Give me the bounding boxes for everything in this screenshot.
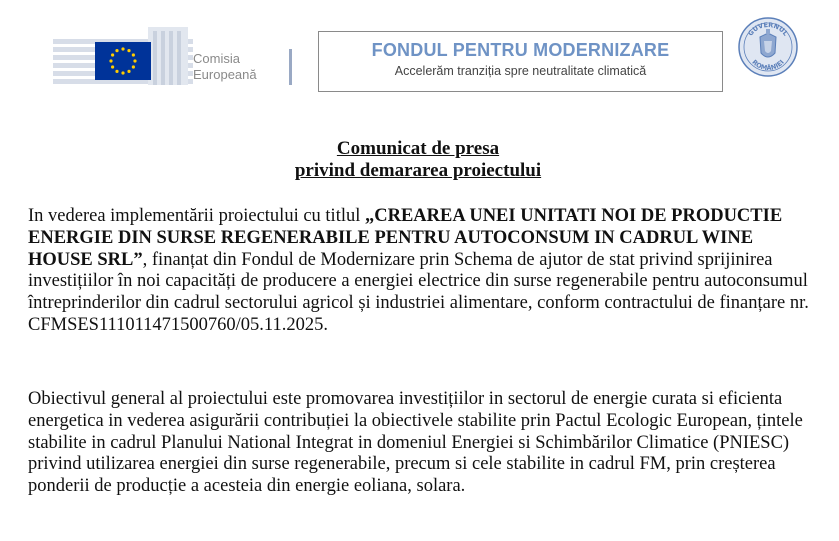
funding-details: , finanțat din Fondul de Modernizare prin Schema de ajutor de stat privind sprijinirea investițiilor în noi capacități de producere a energiei electrice din surse regenerabile pentru autoconsumul întreprinderilor din cadrul sectorului agricol și industriei alimentare, conform contractului de finanțare nr. CFMSES111011471500760/05.11.2025. bbox=[28, 249, 809, 335]
ec-logo-text bbox=[193, 51, 257, 83]
project-title: „CREAREA UNEI UNITATI NOI DE PRODUCTIE ENERGIE DIN SURSE REGENERABILE PENTRU AUTOCONSUM IN CADRUL WINE HOUSE SRL” bbox=[28, 206, 783, 270]
eu-star-icon bbox=[133, 59, 136, 62]
ec-logo-line2: Europeană bbox=[193, 67, 257, 82]
eu-star-icon bbox=[111, 65, 114, 68]
eu-flag-icon bbox=[53, 25, 193, 87]
eu-star-icon bbox=[109, 59, 112, 62]
ec-logo-line1: Comisia bbox=[193, 51, 240, 66]
ec-logo-divider bbox=[289, 49, 292, 85]
eu-star-icon bbox=[121, 71, 124, 74]
fund-subtitle: Accelerăm tranziția spre neutralitate climatică bbox=[394, 64, 647, 78]
eu-star-icon bbox=[132, 53, 135, 56]
eu-star-icon bbox=[121, 47, 124, 50]
modernisation-fund-banner bbox=[318, 31, 723, 92]
eu-star-icon bbox=[111, 53, 114, 56]
european-commission-logo bbox=[53, 25, 298, 87]
page-title: Comunicat de presa bbox=[336, 138, 500, 159]
eu-star-icon bbox=[115, 49, 118, 52]
press-release-heading bbox=[0, 138, 836, 182]
seal-bottom-text: ROMÂNIEI bbox=[750, 58, 786, 73]
eu-star-icon bbox=[132, 65, 135, 68]
page-header bbox=[0, 0, 839, 110]
romanian-government-seal-icon bbox=[738, 17, 798, 77]
paragraph-project-intro bbox=[28, 206, 818, 337]
page-subtitle: privind demararea proiectului bbox=[294, 160, 542, 181]
eu-star-icon bbox=[115, 70, 118, 73]
eu-star-icon bbox=[127, 70, 130, 73]
fund-title: FONDUL PENTRU MODERNIZARE bbox=[371, 40, 670, 60]
seal-top-text: GUVERNUL bbox=[746, 20, 790, 38]
paragraph-general-objective: Obiectivul general al proiectului este promovarea investițiilor in sectorul de energie curata si eficienta energetica in vederea asigurării contribuției la obiectivele stabilite prin Pactul Ecologic European, țintele stabilite in cadrul Planului National Integrat in domeniul Energiei si Schimbărilor Climatice (PNIESC) privind utilizarea energiei din surse regenerabile, precum si cele stabilite in cadrul FM, prin creșterea ponderii de producție a acesteia din energie eoliana, solara. bbox=[28, 389, 803, 497]
intro-text: In vederea implementării proiectului cu titlul bbox=[28, 206, 365, 226]
eu-star-icon bbox=[127, 49, 130, 52]
